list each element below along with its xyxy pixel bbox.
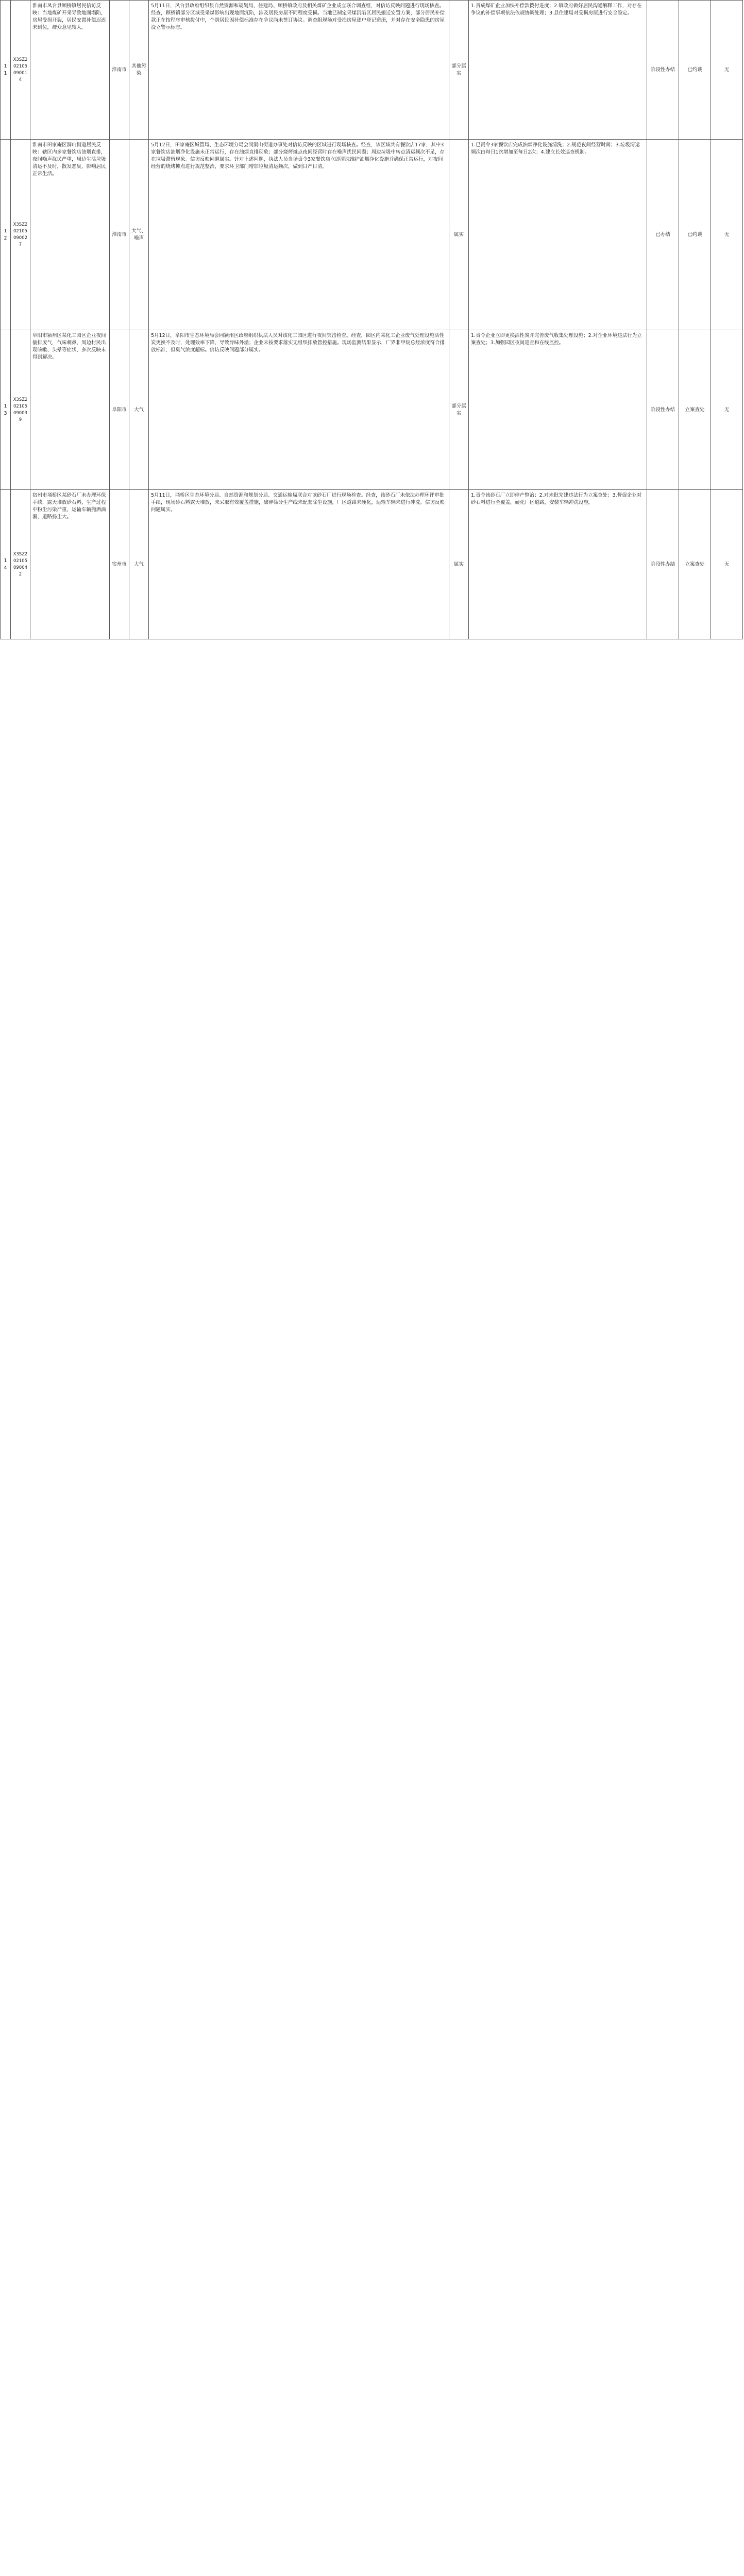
responsibility-note: 无 — [711, 140, 743, 330]
city-name: 淮南市 — [110, 140, 129, 330]
responsibility-note: 无 — [711, 1, 743, 140]
rectification-measures: 1.责成煤矿企业加快补偿款拨付进度；2.镇政府做好居民沟通解释工作，对存在争议的补偿事项依法依规协调处理；3.县住建局对受损房屋进行安全鉴定。 — [469, 1, 647, 140]
attribute-label: 部分属实 — [449, 330, 469, 490]
pollution-type: 其他污染 — [129, 1, 149, 140]
verification-result: 5月11日，埇桥区生态环境分局、自然资源和规划分局、交通运输局联合对该砂石厂进行现场检查。经查，该砂石厂未依法办理环评审批手续，现场砂石料露天堆放，未采取有效覆盖措施，破碎筛分生产线未配套除尘设施，厂区道路未硬化，运输车辆未进行冲洗。信访反映问题属实。 — [149, 490, 449, 639]
petition-content: 宿州市埇桥区某砂石厂未办理环保手续，露天堆放砂石料，生产过程中粉尘污染严重，运输车辆抛洒滴漏，道路扬尘大。 — [30, 490, 110, 639]
case-code: X3SZ20210509004 2 — [11, 490, 30, 639]
city-name: 淮南市 — [110, 1, 129, 140]
accountability-level: 已约谈 — [679, 1, 711, 140]
row-number: 12 — [1, 140, 11, 330]
table-row — [1, 330, 743, 490]
rectification-measures: 1.责令该砂石厂立即停产整治；2.对未批先建违法行为立案查处；3.督促企业对砂石料进行全覆盖，硬化厂区道路，安装车辆冲洗设施。 — [469, 490, 647, 639]
rectification-measures: 1.责令企业立即更换活性炭并完善废气收集处理设施；2.对企业环境违法行为立案查处；3.加强园区夜间巡查和在线监控。 — [469, 330, 647, 490]
responsibility-note: 无 — [711, 330, 743, 490]
table-row — [1, 1, 743, 140]
table-row — [1, 140, 743, 330]
responsibility-note: 无 — [711, 490, 743, 639]
petition-table — [0, 0, 743, 639]
attribute-label: 属实 — [449, 490, 469, 639]
accountability-level: 立案查处 — [679, 490, 711, 639]
pollution-type: 大气 — [129, 330, 149, 490]
verification-result: 5月12日，阜阳市生态环境局会同颍州区政府组织执法人员对该化工园区进行夜间突击检查。经查，园区内某化工企业废气处理设施活性炭更换不及时，处理效率下降，导致异味外溢；企业未按要求落实无组织排放管控措施。现场监测结果显示，厂界非甲烷总烃浓度符合排放标准，但臭气浓度超标。信访反映问题部分属实。 — [149, 330, 449, 490]
city-name: 宿州市 — [110, 490, 129, 639]
city-name: 阜阳市 — [110, 330, 129, 490]
case-code: X3SZ20210509001 4 — [11, 1, 30, 140]
petition-content: 淮南市田家庵区洞山街道居民反映：辖区内多家餐饮店油烟直排，夜间噪声扰民严重，周边生活垃圾清运不及时，散发恶臭，影响居民正常生活。 — [30, 140, 110, 330]
completion-status: 阶段性办结 — [647, 1, 679, 140]
case-code: X3SZ20210509002 7 — [11, 140, 30, 330]
petition-content: 淮南市凤台县顾桥镇居民信访反映：当地煤矿开采导致地面塌陷，房屋受损开裂，居民安置补偿迟迟未到位，群众意见较大。 — [30, 1, 110, 140]
verification-result: 5月11日，凤台县政府组织县自然资源和规划局、住建局、顾桥镇政府及相关煤矿企业成立联合调查组，对信访反映问题进行现场核查。经查，顾桥镇部分区域受采煤影响出现地面沉陷，涉及居民房屋不同程度受损。当地已制定采煤沉陷区居民搬迁安置方案，部分居民补偿款正在按程序审核拨付中，个别居民因补偿标准存在争议尚未签订协议。调查组现场对受损房屋逐户登记造册，并对存在安全隐患的房屋设立警示标志。 — [149, 1, 449, 140]
row-number: 13 — [1, 330, 11, 490]
row-number: 14 — [1, 490, 11, 639]
case-code: X3SZ20210509003 9 — [11, 330, 30, 490]
completion-status: 阶段性办结 — [647, 330, 679, 490]
verification-result: 5月12日，田家庵区城管局、生态环境分局会同洞山街道办事处对信访反映的区域进行现场核查。经查，该区域共有餐饮店17家，其中3家餐饮店油烟净化设施未正常运行，存在油烟直排现象；部分烧烤摊点夜间经营时存在噪声扰民问题；周边垃圾中转点清运频次不足，存在垃圾滞留现象。信访反映问题属实。针对上述问题，执法人员当场责令3家餐饮店立即清洗维护油烟净化设施并确保正常运行，对夜间经营的烧烤摊点进行规范整治，要求环卫部门增加垃圾清运频次，做到日产日清。 — [149, 140, 449, 330]
attribute-label: 部分属实 — [449, 1, 469, 140]
attribute-label: 属实 — [449, 140, 469, 330]
pollution-type: 大气 — [129, 490, 149, 639]
rectification-measures: 1.已责令3家餐饮店完成油烟净化设施清洗；2.规范夜间经营时间；3.垃圾清运频次由每日1次增加至每日2次；4.建立长效巡查机制。 — [469, 140, 647, 330]
table-row — [1, 490, 743, 639]
completion-status: 阶段性办结 — [647, 490, 679, 639]
petition-content: 阜阳市颍州区某化工园区企业夜间偷排废气，气味刺鼻，周边村民出现咳嗽、头晕等症状，多次反映未得到解决。 — [30, 330, 110, 490]
row-number: 11 — [1, 1, 11, 140]
table-body — [1, 1, 743, 639]
accountability-level: 已约谈 — [679, 140, 711, 330]
pollution-type: 大气、噪声 — [129, 140, 149, 330]
completion-status: 已办结 — [647, 140, 679, 330]
accountability-level: 立案查处 — [679, 330, 711, 490]
